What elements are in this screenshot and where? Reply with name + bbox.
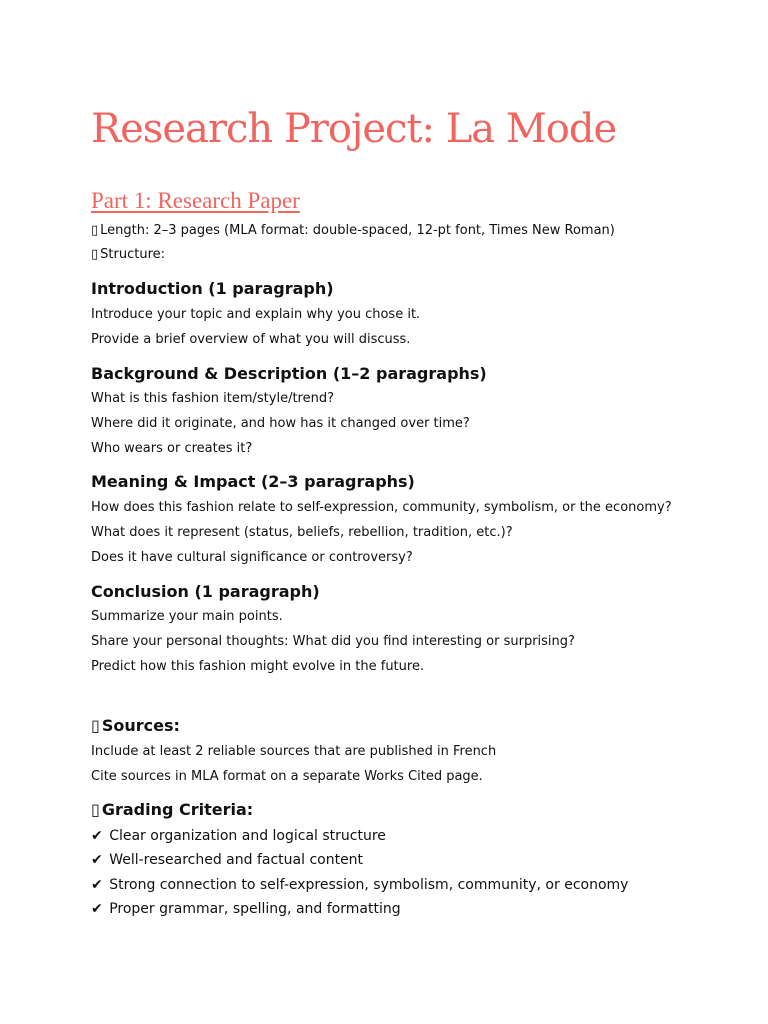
meaning-line: Does it have cultural significance or controversy? xyxy=(91,550,413,565)
grading-item xyxy=(91,850,363,870)
length-requirement xyxy=(91,222,615,240)
structure-label xyxy=(91,246,165,264)
check-mark-icon: ✔ xyxy=(91,877,103,893)
sources-line: Include at least 2 reliable sources that are published in French xyxy=(91,744,497,759)
check-mark-icon: ✔ xyxy=(91,901,103,917)
part-1-heading: Part 1: Research Paper xyxy=(91,188,300,213)
length-text: Length: 2–3 pages (MLA format: double-spaced, 12-pt font, Times New Roman) xyxy=(100,223,615,238)
grading-item xyxy=(91,826,386,846)
background-line: What is this fashion item/style/trend? xyxy=(91,391,335,406)
introduction-heading: Introduction (1 paragraph) xyxy=(91,279,334,298)
background-line: Who wears or creates it? xyxy=(91,441,253,456)
page-title: Research Project: La Mode xyxy=(91,106,617,152)
sources-line: Cite sources in MLA format on a separate Works Cited page. xyxy=(91,769,483,784)
introduction-line: Provide a brief overview of what you will discuss. xyxy=(91,332,411,347)
conclusion-heading: Conclusion (1 paragraph) xyxy=(91,582,320,601)
missing-glyph-icon: ▯ xyxy=(91,800,100,819)
conclusion-line: Predict how this fashion might evolve in the future. xyxy=(91,659,425,674)
grading-heading-text: Grading Criteria: xyxy=(101,800,254,819)
check-mark-icon: ✔ xyxy=(91,828,103,844)
meaning-line: How does this fashion relate to self-expression, community, symbolism, or the economy? xyxy=(91,500,672,515)
meaning-heading: Meaning & Impact (2–3 paragraphs) xyxy=(91,472,415,491)
missing-glyph-icon: ▯ xyxy=(91,716,100,735)
introduction-line: Introduce your topic and explain why you chose it. xyxy=(91,307,421,322)
grading-item xyxy=(91,875,628,895)
grading-item-text: Proper grammar, spelling, and formatting xyxy=(109,901,401,917)
meaning-line: What does it represent (status, beliefs, rebellion, tradition, etc.)? xyxy=(91,525,513,540)
grading-item-text: Well-researched and factual content xyxy=(109,852,364,868)
background-heading: Background & Description (1–2 paragraphs) xyxy=(91,364,487,383)
conclusion-line: Summarize your main points. xyxy=(91,609,283,624)
grading-item-text: Strong connection to self-expression, symbolism, community, or economy xyxy=(109,877,629,893)
missing-glyph-icon: ▯ xyxy=(91,247,99,262)
check-mark-icon: ✔ xyxy=(91,852,103,868)
grading-heading xyxy=(91,799,253,821)
grading-item xyxy=(91,899,401,919)
background-line: Where did it originate, and how has it changed over time? xyxy=(91,416,470,431)
sources-heading-text: Sources: xyxy=(101,716,180,735)
sources-heading xyxy=(91,715,180,737)
grading-item-text: Clear organization and logical structure xyxy=(109,828,386,844)
conclusion-line: Share your personal thoughts: What did you find interesting or surprising? xyxy=(91,634,575,649)
missing-glyph-icon: ▯ xyxy=(91,223,99,238)
structure-text: Structure: xyxy=(100,247,166,262)
